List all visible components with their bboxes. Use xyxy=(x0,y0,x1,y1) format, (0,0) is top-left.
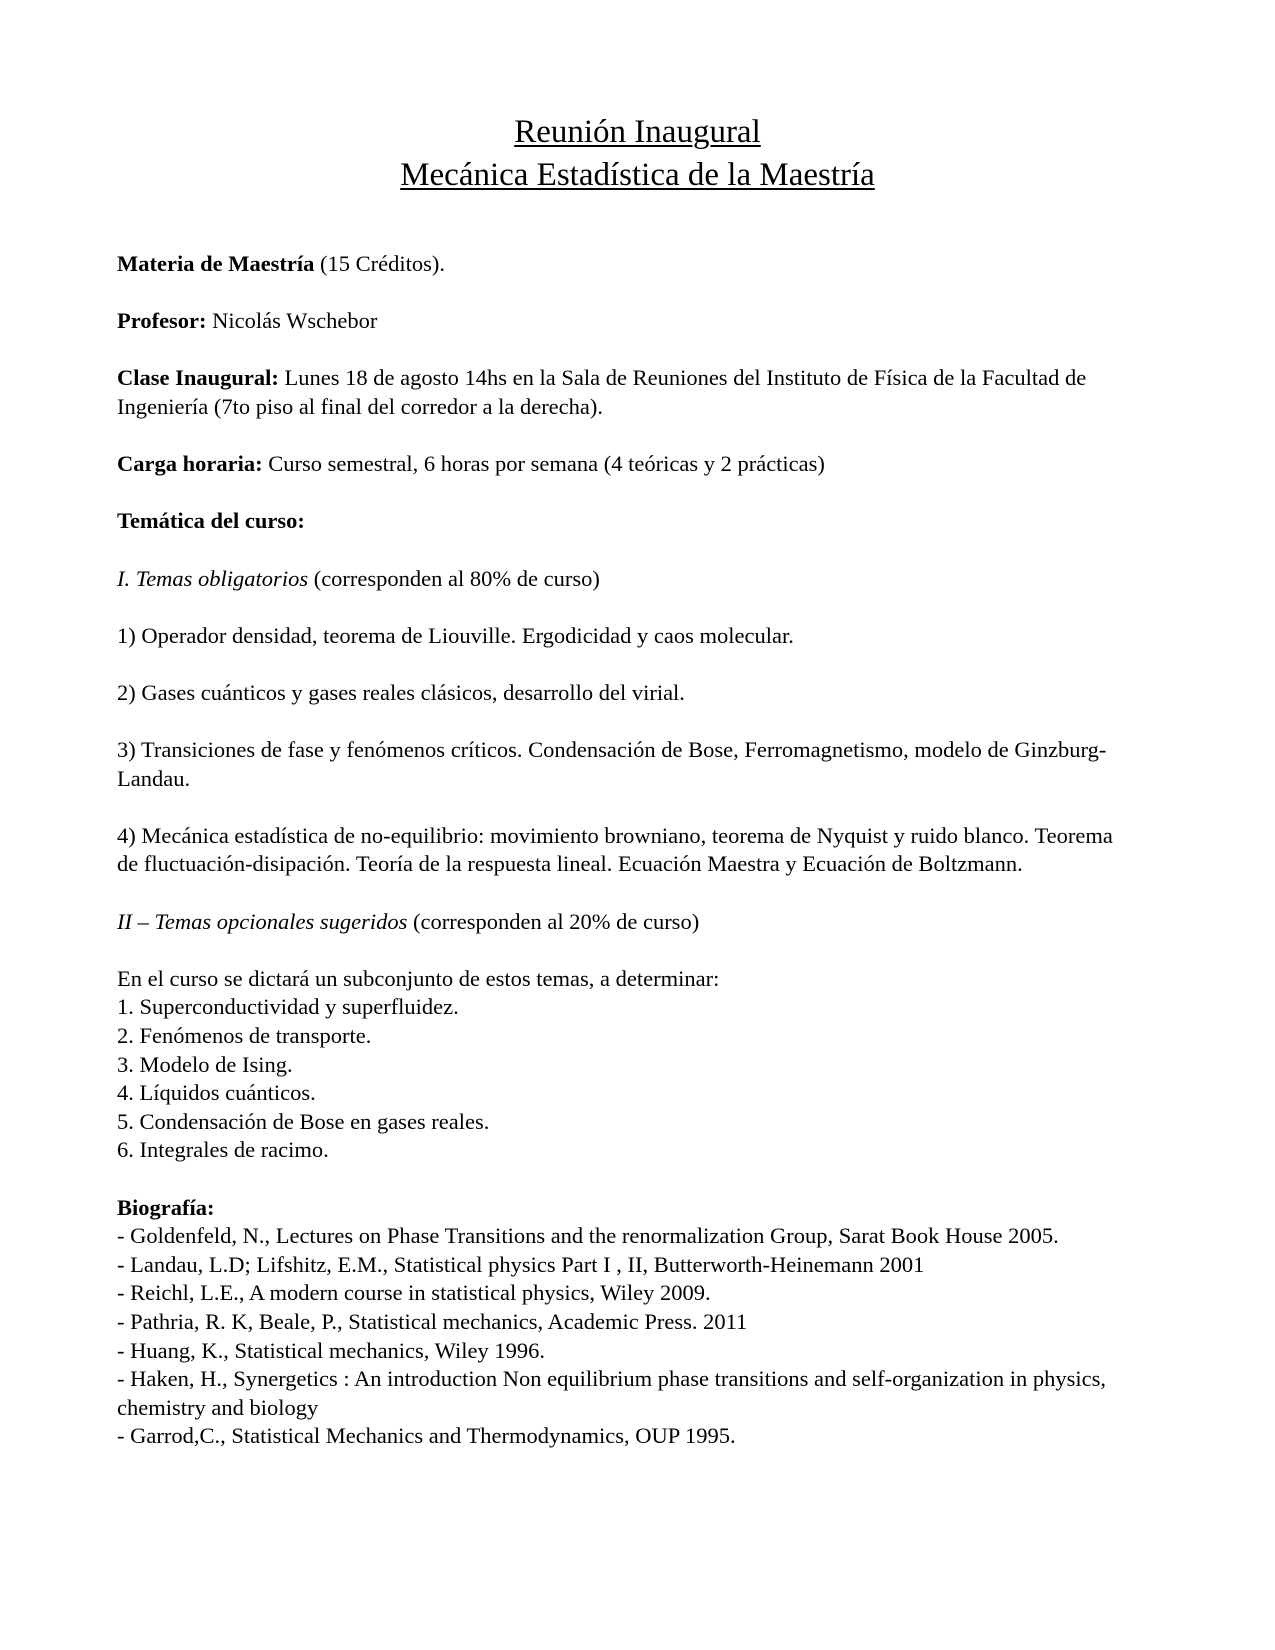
materia-value: (15 Créditos). xyxy=(314,251,446,276)
obligatorio-item: 1) Operador densidad, teorema de Liouville. Ergodicidad y caos molecular. xyxy=(117,622,794,648)
opcional-item: 2. Fenómenos de transporte. xyxy=(117,1023,372,1049)
bibliografia-section xyxy=(117,1194,1135,1451)
materia-paragraph xyxy=(117,250,1135,279)
bibliografia-item: - Reichl, L.E., A modern course in statistical physics, Wiley 2009. xyxy=(117,1280,711,1306)
obligatorios-heading xyxy=(117,565,1135,594)
opcionales-intro: En el curso se dictará un subconjunto de estos temas, a determinar: xyxy=(117,965,720,991)
bibliografia-heading-text: Biografía: xyxy=(117,1194,215,1220)
title-line-2: Mecánica Estadística de la Maestría xyxy=(400,156,875,193)
bibliografia-item: - Landau, L.D; Lifshitz, E.M., Statistical physics Part I , II, Butterworth-Heinemann 2001 xyxy=(117,1251,925,1277)
title-line-1: Reunión Inaugural xyxy=(514,114,761,150)
opcionales-section xyxy=(117,965,1135,1165)
bibliografia-item: - Huang, K., Statistical mechanics, Wiley 1996. xyxy=(117,1337,545,1363)
tematica-heading-text: Temática del curso: xyxy=(117,508,305,534)
carga-paragraph xyxy=(117,450,1135,479)
opcional-item: 4. Líquidos cuánticos. xyxy=(117,1080,316,1106)
clase-paragraph xyxy=(117,364,1135,421)
bibliografia-list xyxy=(117,1222,1135,1451)
clase-label: Clase Inaugural: xyxy=(117,365,279,391)
materia-label: Materia de Maestría xyxy=(117,251,315,276)
carga-label: Carga horaria: xyxy=(117,451,263,477)
profesor-label: Profesor: xyxy=(117,308,207,334)
bibliografia-item: - Garrod,C., Statistical Mechanics and Thermodynamics, OUP 1995. xyxy=(117,1423,736,1449)
obligatorio-item: 2) Gases cuánticos y gases reales clásicos, desarrollo del virial. xyxy=(117,679,685,705)
clase-value: Lunes 18 de agosto 14hs en la Sala de Reuniones del Instituto de Física de la Facultad de Ingeniería (7to piso al final del corredor a la derecha). xyxy=(117,365,1087,419)
opcional-item: 1. Superconductividad y superfluidez. xyxy=(117,994,459,1020)
opcionales-heading-italic: II – Temas opcionales sugeridos xyxy=(117,908,408,934)
opcionales-list xyxy=(117,993,1135,1165)
profesor-value: Nicolás Wschebor xyxy=(206,308,378,334)
opcionales-heading xyxy=(117,908,1135,937)
tematica-heading xyxy=(117,507,1135,536)
bibliografia-item: - Haken, H., Synergetics : An introduction Non equilibrium phase transitions and self-organization in physics, chemistry and biology xyxy=(117,1366,1107,1420)
opcionales-heading-rest: (corresponden al 20% de curso) xyxy=(407,908,700,934)
bibliografia-heading xyxy=(117,1194,1135,1223)
bibliografia-item: - Pathria, R. K, Beale, P., Statistical mechanics, Academic Press. 2011 xyxy=(117,1308,748,1334)
obligatorio-item: 3) Transiciones de fase y fenómenos críticos. Condensación de Bose, Ferromagnetismo, modelo de Ginzburg-Landau. xyxy=(117,737,1107,791)
carga-value: Curso semestral, 6 horas por semana (4 teóricas y 2 prácticas) xyxy=(262,451,825,477)
opcional-item: 6. Integrales de racimo. xyxy=(117,1137,329,1163)
bibliografia-item: - Goldenfeld, N., Lectures on Phase Transitions and the renormalization Group, Sarat Book House 2005. xyxy=(117,1223,1059,1249)
obligatorio-item: 4) Mecánica estadística de no-equilibrio: movimiento browniano, teorema de Nyquist y ruido blanco. Teorema de fluctuación-disipación. Teoría de la respuesta lineal. Ecuación Maestra y Ecuación de Boltzmann. xyxy=(117,822,1113,877)
opcional-item: 5. Condensación de Bose en gases reales. xyxy=(117,1108,490,1134)
document-title xyxy=(117,111,1135,196)
profesor-paragraph xyxy=(117,307,1135,336)
opcional-item: 3. Modelo de Ising. xyxy=(117,1051,293,1077)
obligatorios-heading-italic: I. Temas obligatorios xyxy=(117,565,309,591)
obligatorios-heading-rest: (corresponden al 80% de curso) xyxy=(308,565,600,591)
